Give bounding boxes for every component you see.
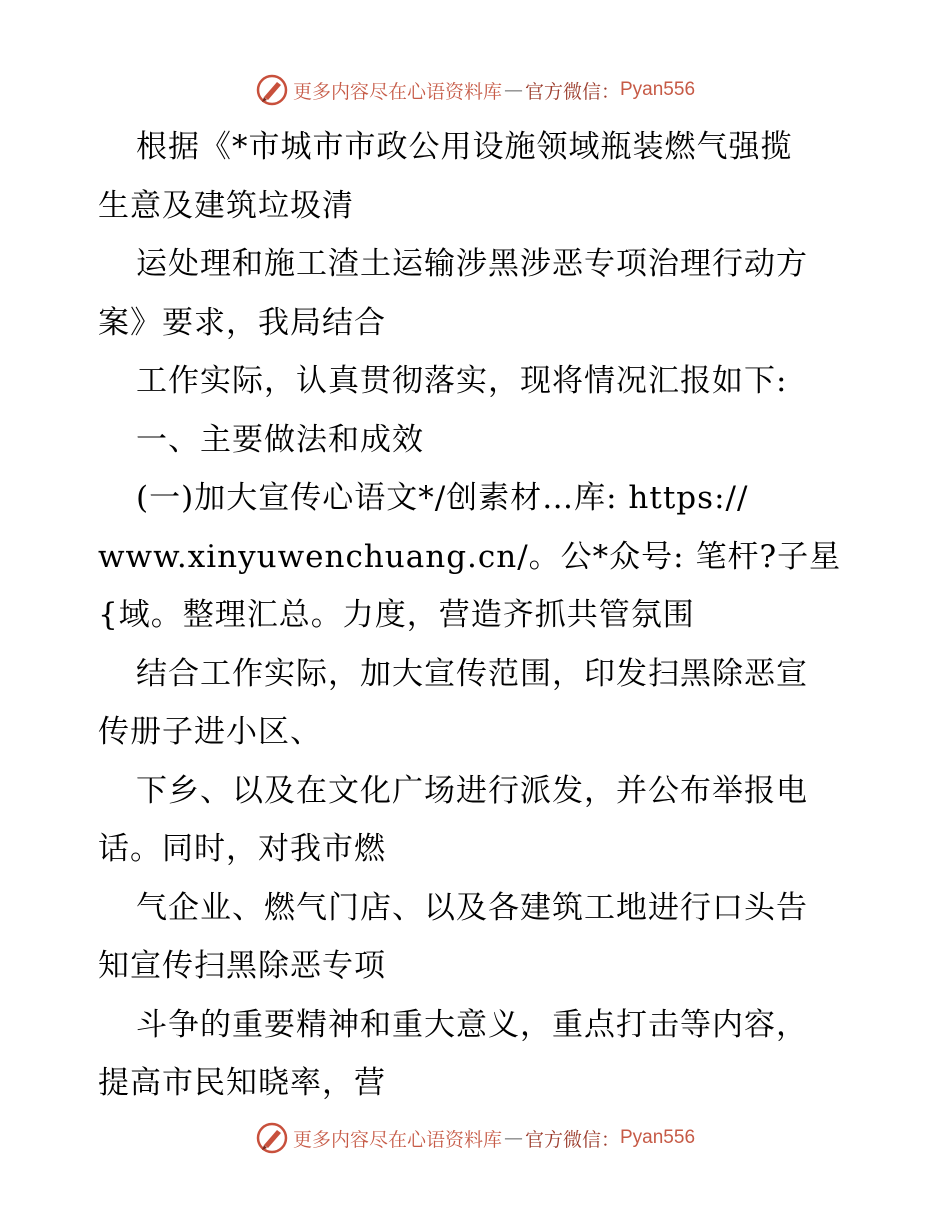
watermark-text: 更多内容尽在心语资料库 bbox=[292, 80, 502, 103]
watermark-separator: — bbox=[503, 79, 523, 101]
text-line: 根据《*市城市市政公用设施领域瓶装燃气强揽 bbox=[136, 129, 793, 165]
text-line: (一)加大宣传心语文*/创素材…库: https:// bbox=[136, 480, 749, 516]
text-line: 斗争的重要精神和重大意义，重点打击等内容， bbox=[136, 1006, 808, 1043]
text-line: 结合工作实际，加大宣传范围，印发扫黑除恶宣 bbox=[136, 655, 808, 692]
footer-watermark bbox=[0, 1118, 950, 1158]
watermark-official-label: 官方微信： bbox=[524, 80, 620, 103]
watermark-account-id: Pyan556 bbox=[620, 79, 696, 100]
pen-logo-icon bbox=[255, 1121, 289, 1155]
text-line: 一、主要做法和成效 bbox=[136, 421, 424, 458]
watermark-account-id: Pyan556 bbox=[620, 1127, 696, 1148]
text-line: {域。整理汇总。力度，营造齐抓共管氛围 bbox=[98, 597, 695, 633]
text-line: www.xinyuwenchuang.cn/。公*众号: 笔杆?子星 bbox=[98, 538, 842, 575]
text-line: 话。同时，对我市燃 bbox=[98, 831, 386, 867]
watermark-official-label: 官方微信： bbox=[524, 1128, 620, 1151]
document-body bbox=[98, 118, 868, 1113]
text-line: 生意及建筑垃圾清 bbox=[98, 187, 354, 224]
text-line: 运处理和施工渣土运输涉黑涉恶专项治理行动方 bbox=[136, 246, 808, 282]
text-line: 知宣传扫黑除恶专项 bbox=[98, 948, 386, 984]
text-line: 传册子进小区、 bbox=[98, 714, 322, 750]
watermark-text: 更多内容尽在心语资料库 bbox=[292, 1128, 502, 1151]
text-line: 工作实际，认真贯彻落实，现将情况汇报如下: bbox=[136, 363, 788, 399]
watermark-separator: — bbox=[503, 1127, 523, 1149]
header-watermark bbox=[0, 70, 950, 110]
pen-logo-icon bbox=[255, 73, 289, 107]
text-line: 气企业、燃气门店、以及各建筑工地进行口头告 bbox=[136, 889, 808, 926]
text-line: 下乡、以及在文化广场进行派发，并公布举报电 bbox=[136, 772, 808, 809]
text-line: 提高市民知晓率，营 bbox=[98, 1065, 386, 1101]
text-line: 案》要求，我局结合 bbox=[98, 304, 386, 341]
